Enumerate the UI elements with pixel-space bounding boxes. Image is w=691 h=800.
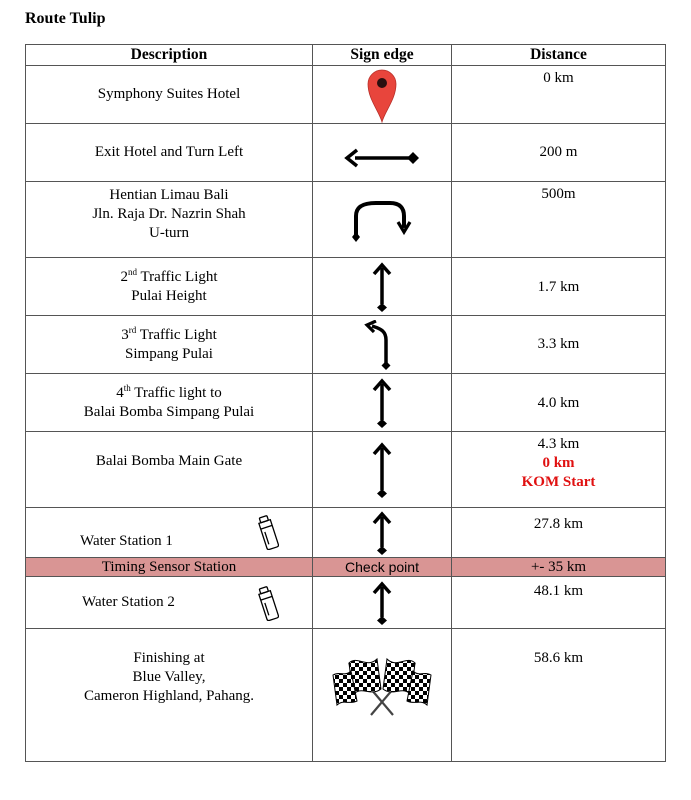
distance-value: 0 km bbox=[543, 70, 574, 86]
description-line: Symphony Suites Hotel bbox=[97, 86, 241, 102]
row-description bbox=[26, 316, 313, 374]
left-arrow-icon bbox=[343, 148, 421, 168]
row-sign bbox=[313, 316, 452, 374]
row-distance bbox=[452, 258, 666, 316]
distance-value: 58.6 km bbox=[533, 650, 584, 666]
straight-arrow-icon bbox=[372, 581, 392, 625]
header-distance: Distance bbox=[452, 45, 666, 66]
distance-value: +- 35 km bbox=[530, 559, 587, 575]
kom-start-label: KOM Start bbox=[521, 474, 596, 490]
straight-arrow-icon bbox=[372, 442, 392, 498]
table-row-timing bbox=[26, 558, 666, 577]
description-line: Pulai Height bbox=[131, 287, 207, 304]
u-turn-icon bbox=[350, 198, 414, 242]
row-sign bbox=[313, 508, 452, 558]
straight-arrow-icon bbox=[372, 378, 392, 428]
water-bottle-icon bbox=[257, 514, 279, 550]
row-distance bbox=[452, 558, 666, 577]
row-sign bbox=[313, 66, 452, 124]
row-distance bbox=[452, 316, 666, 374]
left-curve-arrow-icon bbox=[364, 320, 400, 370]
row-description bbox=[26, 124, 313, 182]
route-table bbox=[25, 44, 666, 762]
straight-arrow-icon bbox=[372, 511, 392, 555]
water-bottle-icon bbox=[257, 585, 279, 621]
row-distance bbox=[452, 577, 666, 629]
row-description bbox=[26, 258, 313, 316]
description-line: Hentian Limau Bali bbox=[109, 187, 229, 203]
table-row bbox=[26, 124, 666, 182]
description-line: Simpang Pulai bbox=[125, 345, 213, 362]
row-description bbox=[26, 629, 313, 762]
table-row bbox=[26, 374, 666, 432]
row-sign bbox=[313, 258, 452, 316]
description-line: Balai Bomba Simpang Pulai bbox=[83, 403, 255, 420]
row-sign bbox=[313, 124, 452, 182]
row-sign bbox=[313, 577, 452, 629]
ordinal-number: 3 bbox=[121, 326, 129, 343]
description-line: Cameron Highland, Pahang. bbox=[84, 688, 254, 704]
description-text: Traffic Light bbox=[136, 268, 218, 285]
row-description bbox=[26, 508, 313, 558]
table-row bbox=[26, 316, 666, 374]
row-distance bbox=[452, 374, 666, 432]
table-row bbox=[26, 629, 666, 762]
description-line: Timing Sensor Station bbox=[101, 559, 237, 575]
description-line: Water Station 2 bbox=[82, 594, 175, 610]
distance-value: 4.0 km bbox=[537, 395, 580, 411]
row-sign bbox=[313, 432, 452, 508]
description-line: U-turn bbox=[149, 225, 189, 241]
table-row bbox=[26, 66, 666, 124]
ordinal-number: 4 bbox=[116, 384, 124, 401]
description-line: Jln. Raja Dr. Nazrin Shah bbox=[92, 206, 246, 222]
row-sign bbox=[313, 374, 452, 432]
table-row bbox=[26, 182, 666, 258]
ordinal-suffix: nd bbox=[127, 266, 137, 277]
row-description bbox=[26, 182, 313, 258]
straight-arrow-icon bbox=[372, 262, 392, 312]
ordinal-suffix: th bbox=[123, 382, 131, 393]
description-line: Water Station 1 bbox=[80, 533, 173, 549]
checkpoint-label: Check point bbox=[345, 559, 419, 575]
map-pin-icon bbox=[367, 67, 397, 123]
row-description bbox=[26, 374, 313, 432]
kom-distance: 0 km bbox=[542, 455, 575, 471]
table-row bbox=[26, 508, 666, 558]
table-row bbox=[26, 258, 666, 316]
row-distance bbox=[452, 182, 666, 258]
description-line: Finishing at bbox=[133, 650, 205, 666]
description-text: Traffic light to bbox=[130, 384, 222, 401]
description-line bbox=[26, 384, 312, 403]
row-sign bbox=[313, 629, 452, 762]
distance-value: 1.7 km bbox=[537, 279, 580, 295]
description-line: Blue Valley, bbox=[132, 669, 206, 685]
row-sign bbox=[313, 558, 452, 577]
description-text: Traffic Light bbox=[136, 326, 217, 343]
checkered-flags-icon bbox=[331, 655, 433, 717]
distance-value: 200 m bbox=[539, 144, 578, 160]
description-line: Exit Hotel and Turn Left bbox=[94, 144, 244, 160]
distance-value: 4.3 km bbox=[537, 436, 580, 452]
row-description bbox=[26, 558, 313, 577]
description-line: Balai Bomba Main Gate bbox=[95, 453, 243, 469]
table-row bbox=[26, 432, 666, 508]
header-sign-edge: Sign edge bbox=[313, 45, 452, 66]
row-sign bbox=[313, 182, 452, 258]
table-row bbox=[26, 577, 666, 629]
row-description bbox=[26, 66, 313, 124]
description-line bbox=[26, 268, 312, 287]
distance-value: 500m bbox=[541, 186, 576, 202]
table-header-row bbox=[26, 45, 666, 66]
page-title: Route Tulip bbox=[25, 10, 106, 27]
row-distance bbox=[452, 629, 666, 762]
row-distance bbox=[452, 508, 666, 558]
row-description bbox=[26, 577, 313, 629]
description-line bbox=[26, 326, 312, 345]
row-distance bbox=[452, 66, 666, 124]
ordinal-suffix: rd bbox=[128, 324, 137, 335]
row-distance bbox=[452, 432, 666, 508]
distance-value: 48.1 km bbox=[533, 583, 584, 599]
header-description: Description bbox=[26, 45, 313, 66]
distance-value: 27.8 km bbox=[533, 516, 584, 532]
distance-value: 3.3 km bbox=[537, 336, 580, 352]
row-description bbox=[26, 432, 313, 508]
ordinal-number: 2 bbox=[120, 268, 128, 285]
row-distance bbox=[452, 124, 666, 182]
